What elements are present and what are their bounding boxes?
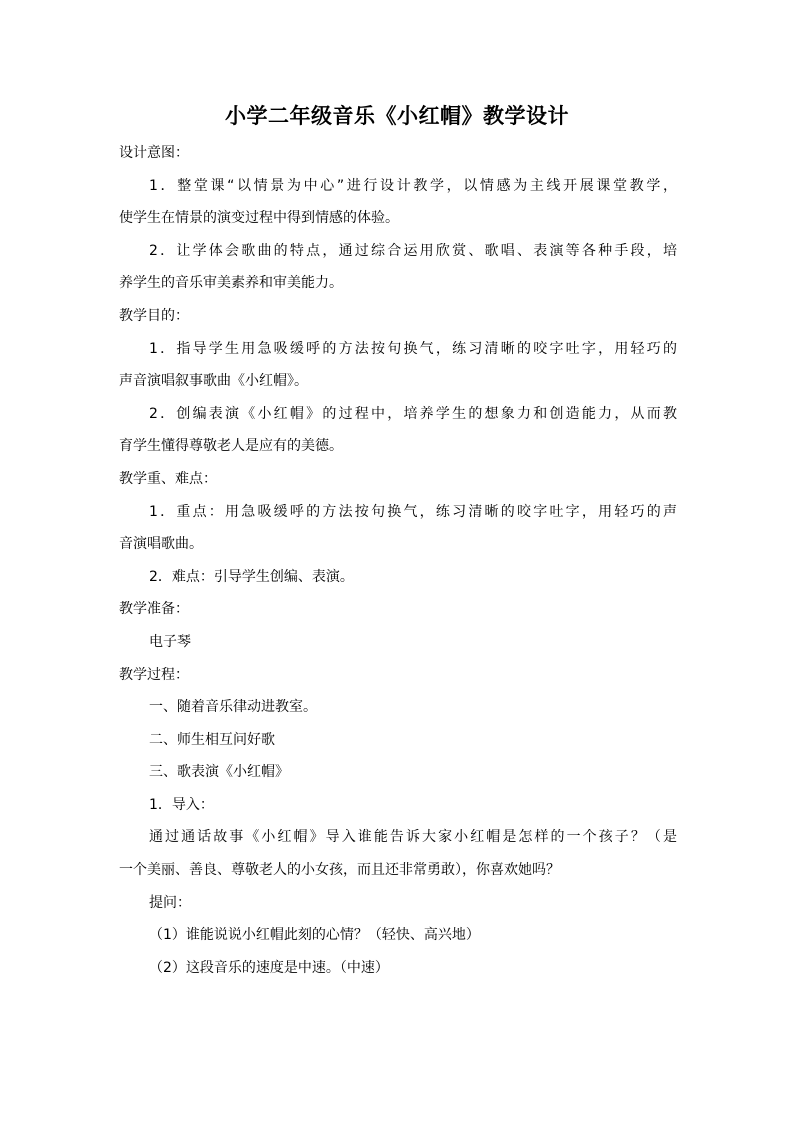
document-body [119,137,677,984]
paragraph-line: 一、随着音乐律动进教室。 [149,699,317,716]
section-heading-process: 教学过程： [119,666,189,683]
paragraph-line: 使学生在情景的演变过程中得到情感的体验。 [119,210,399,227]
paragraph-line: 2．难点：引导学生创编、表演。 [149,568,354,585]
paragraph-line: 声音演唱叙事歌曲《小红帽》。 [119,373,308,390]
paragraph-line: 电子琴 [149,633,191,650]
paragraph-line: 提问： [149,894,191,911]
section-heading-objectives: 教学目的： [119,307,189,324]
paragraph-line: （2）这段音乐的速度是中速。（中速） [149,959,389,976]
paragraph-line: 育学生懂得尊敬老人是应有的美德。 [119,438,343,455]
paragraph-line: 音演唱歌曲。 [119,536,203,553]
paragraph-line: 通过通话故事《小红帽》导入谁能告诉大家小红帽是怎样的一个孩子？（是 [149,829,677,846]
paragraph-line: 2．让学体会歌曲的特点，通过综合运用欣赏、歌唱、表演等各种手段，培 [149,242,677,259]
section-heading-key-points: 教学重、难点： [119,470,217,487]
document-title: 小学二年级音乐《小红帽》教学设计 [225,104,569,128]
paragraph-line: 1．重点：用急吸缓呼的方法按句换气，练习清晰的咬字吐字，用轻巧的声 [149,503,677,520]
section-heading-design-intent: 设计意图： [119,145,189,161]
paragraph-line: 养学生的音乐审美素养和审美能力。 [119,275,343,292]
paragraph-line: 1．整堂课“以情景为中心”进行设计教学，以情感为主线开展课堂教学， [149,177,677,194]
paragraph-line: 三、歌表演《小红帽》 [149,764,289,781]
paragraph-line: 一个美丽、善良、尊敬老人的小女孩，而且还非常勇敢），你喜欢她吗？ [119,862,560,879]
paragraph-line: 2．创编表演《小红帽》的过程中，培养学生的想象力和创造能力，从而教 [149,405,677,422]
paragraph-line: 二、师生相互问好歌 [149,731,275,748]
paragraph-line: （1）谁能说说小红帽此刻的心情？（轻快、高兴地） [149,927,480,944]
paragraph-line: 1．导入： [149,796,214,813]
paragraph-line: 1．指导学生用急吸缓呼的方法按句换气，练习清晰的咬字吐字，用轻巧的 [149,340,677,357]
section-heading-preparation: 教学准备： [119,601,189,618]
